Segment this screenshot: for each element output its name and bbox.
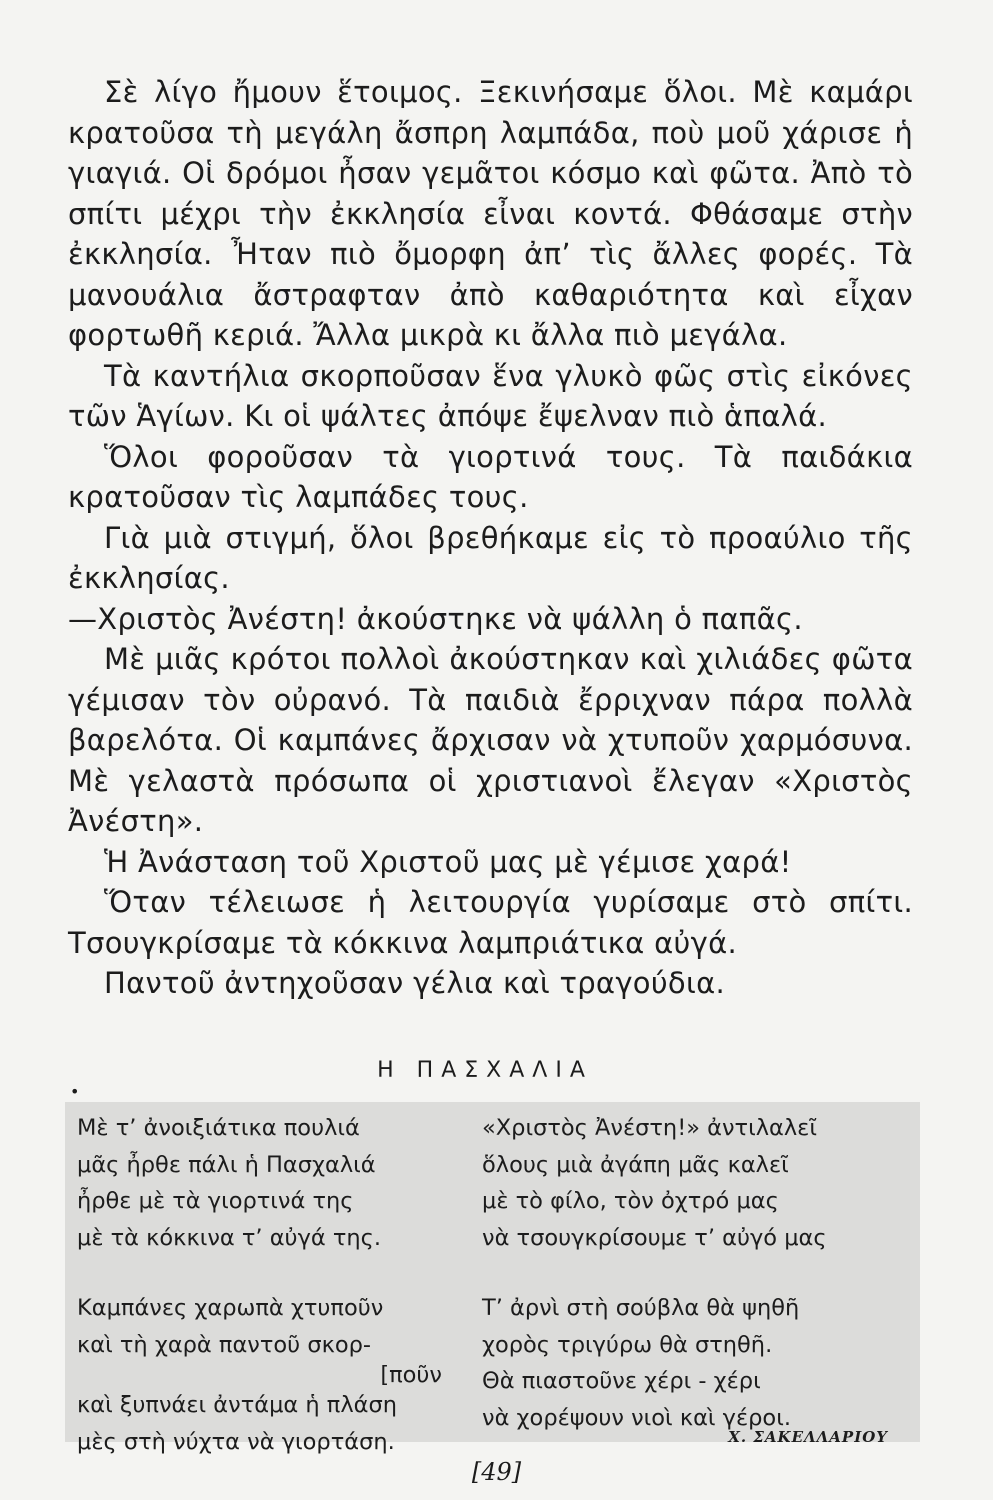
paragraph: Σὲ λίγο ἤμουν ἕτοιμος. Ξεκινήσαμε ὅλοι. Μὲ καμάρι κρατοῦσα τὴ μεγάλη ἄσπρη λαμπάδα, ποὺ μοῦ χάρισε ἡ γιαγιά. Οἱ δρόμοι ἦσαν γεμᾶτοι κόσμο καὶ φῶτα. Ἀπὸ τὸ σπίτι μέχρι τὴν ἐκκλησία εἶναι κοντά. Φθάσαμε στὴν ἐκκλησία. Ἦταν πιὸ ὄμορφη ἀπ’ τὶς ἄλλες φορές. Τὰ μανουάλια ἄστραφταν ἀπὸ καθαριότητα καὶ εἶχαν φορτωθῆ κεριά. Ἄλλα μικρὰ κι ἄλλα πιὸ μεγάλα. xyxy=(68,75,913,352)
paragraph: Ὅταν τέλειωσε ἡ λειτουργία γυρίσαμε στὸ σπίτι. Τσουγκρίσαμε τὰ κόκκινα λαμπριάτικα αὐγά. xyxy=(68,885,913,960)
poem-line: χορὸς τριγύρω θὰ στηθῆ. xyxy=(482,1331,773,1358)
poem-line: καὶ τὴ χαρὰ παντοῦ σκορ- xyxy=(77,1331,372,1358)
paragraph: Ὅλοι φοροῦσαν τὰ γιορτινά τους. Τὰ παιδάκια κρατοῦσαν τὶς λαμπάδες τους. xyxy=(68,439,913,514)
poem-line: Μὲ τ’ ἀνοιξιάτικα πουλιά xyxy=(77,1115,360,1141)
poem-line: ὅλους μιὰ ἀγάπη μᾶς καλεῖ xyxy=(482,1151,789,1178)
paragraph: Μὲ μιᾶς κρότοι πολλοὶ ἀκούστηκαν καὶ χιλιάδες φῶτα γέμισαν τὸν οὐρανό. Τὰ παιδιὰ ἔρριχναν πάρα πολλὰ βαρελότα. Οἱ καμπάνες ἄρχισαν νὰ χτυποῦν χαρμόσυνα. Μὲ γελαστὰ πρόσωπα οἱ χριστιανοὶ ἔλεγαν «Χριστὸς Ἀνέστη». xyxy=(68,642,913,838)
poem-line: «Χριστὸς Ἀνέστη!» ἀντιλαλεῖ xyxy=(482,1115,817,1141)
paragraph: Ἡ Ἀνάσταση τοῦ Χριστοῦ μας μὲ γέμισε χαρά! xyxy=(104,844,792,879)
poem-line: μὲ τὰ κόκκινα τ’ αὐγά της. xyxy=(77,1224,382,1251)
poem-line: νὰ τσουγκρίσουμε τ’ αὐγό μας xyxy=(482,1224,827,1251)
poem-line: Θὰ πιαστοῦνε χέρι - χέρι xyxy=(482,1368,761,1394)
paragraph: —Χριστὸς Ἀνέστη! ἀκούστηκε νὰ ψάλλη ὁ παπᾶς. xyxy=(68,601,803,636)
poem-line: νὰ χορέψουν νιοὶ καὶ γέροι. xyxy=(482,1404,791,1431)
poem-line: καὶ ξυπνάει ἀντάμα ἡ πλάση xyxy=(77,1392,397,1418)
poem-line: μὲς στὴ νύχτα νὰ γιορτάση. xyxy=(77,1428,395,1455)
stanza-gap xyxy=(482,1256,922,1290)
stanza-gap xyxy=(77,1256,472,1290)
poem-line: μᾶς ἦρθε πάλι ἡ Πασχαλιά xyxy=(77,1151,376,1178)
poem-line: Τ’ ἀρνὶ στὴ σούβλα θὰ ψηθῆ xyxy=(482,1295,800,1321)
poem-right-column xyxy=(482,1110,922,1436)
paragraph: Γιὰ μιὰ στιγμή, ὅλοι βρεθήκαμε εἰς τὸ προαύλιο τῆς ἐκκλησίας. xyxy=(68,520,913,595)
bullet-mark: • xyxy=(70,1082,80,1101)
poem-line: μὲ τὸ φίλο, τὸν ὀχτρό μας xyxy=(482,1188,779,1214)
poem-line: Καμπάνες χαρωπὰ χτυποῦν xyxy=(77,1295,384,1321)
paragraph: Παντοῦ ἀντηχοῦσαν γέλια καὶ τραγούδια. xyxy=(104,966,726,1000)
poem-left-column xyxy=(77,1110,472,1460)
poem-line-continuation: [ποῦν xyxy=(380,1362,442,1388)
paragraph: Τὰ καντήλια σκορποῦσαν ἕνα γλυκὸ φῶς στὶς εἰκόνες τῶν Ἁγίων. Κι οἱ ψάλτες ἀπόψε ἔψελναν πιὸ ἁπαλά. xyxy=(68,358,913,433)
poem-title: Η ΠΑΣΧΑΛΙΑ xyxy=(377,1058,593,1083)
poem-author: Χ. ΣΑΚΕΛΛΑΡΙΟΥ xyxy=(728,1428,888,1446)
prose-text xyxy=(68,72,913,1004)
page-number: [49] xyxy=(471,1458,522,1486)
poem-line: ἦρθε μὲ τὰ γιορτινά της xyxy=(77,1188,354,1214)
